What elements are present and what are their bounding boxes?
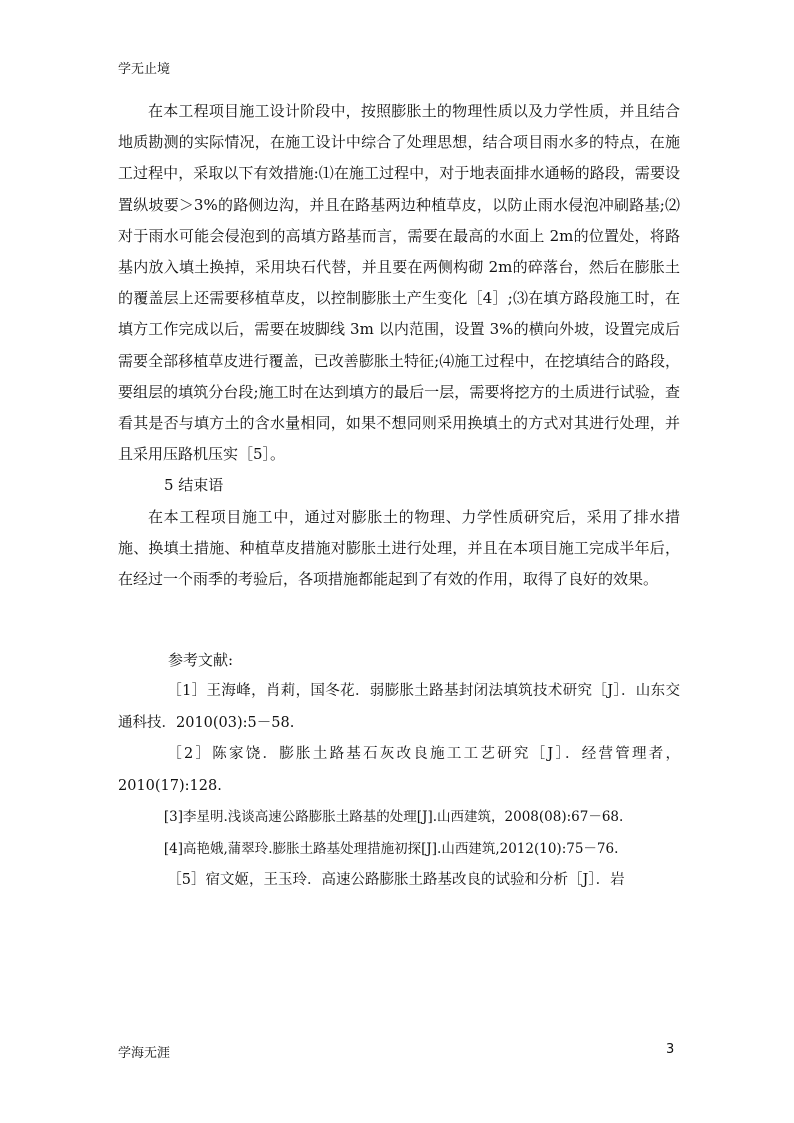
section-heading: 5 结束语 — [164, 476, 224, 495]
paragraph: 在本工程项目施工中，通过对膨胀土的物理、力学性质研究后，采用了排水措施、换填土措施、种植草皮措施对膨胀土进行处理，并且在本项目施工完成半年后，在经过一个雨季的考验后，各项措施都能起到了有效的作用，取得了良好的效果。 — [118, 507, 680, 589]
reference-item: ［5］宿文姬，王玉玲．高速公路膨胀土路基改良的试验和分析［J］．岩 — [167, 872, 625, 889]
reference-item: [3]李星明.浅谈高速公路膨胀土路基的处理[J].山西建筑，2008(08):67－68. — [163, 809, 624, 826]
spacer — [118, 595, 680, 645]
paragraph: 在本工程项目施工设计阶段中，按照膨胀土的物理性质以及力学性质，并且结合地质勘测的实际情况，在施工设计中综合了处理思想，结合项目雨水多的特点，在施工过程中，采取以下有效措施:⑴在施工过程中，对于地表面排水通畅的路段，需要设置纵坡要＞3%的路侧边沟，并且在路基两边种植草皮，以防止雨水侵泡冲刷路基;⑵对于雨水可能会侵泡到的高填方路基而言，需要在最高的水面上 2m的位置处，将路基内放入填土换掉，采用块石代替，并且要在两侧构砌 2m的碎落台，然后在膨胀土的覆盖层上还需要移植草皮，以控制膨胀土产生变化［4］;⑶在填方路段施工时，在填方工作完成以后，需要在坡脚线 3m 以内范围，设置 3%的横向外坡，设置完成后需要全部移植草皮进行覆盖，已改善膨胀土特征;⑷施工过程中，在挖填结合的路段，要组层的填筑分台段;施工时在达到填方的最后一层，需要将挖方的土质进行试验，查看其是否与填方土的含水量相同，如果不想同则采用换填土的方式对其进行处理，并且采用压路机压实［5］。 — [118, 102, 680, 464]
references-title: 参考文献: — [168, 651, 234, 670]
reference-item: ［1］王海峰，肖莉，国冬花．弱膨胀土路基封闭法填筑技术研究［J］．山东交通科技．2010(03):5－58. — [118, 683, 680, 731]
reference-item: [4]高艳娥,蒲翠玲.膨胀土路基处理措施初探[J].山西建筑,2012(10):75－76. — [163, 840, 619, 857]
page-footer: 学海无涯 — [118, 1046, 171, 1061]
page-header: 学无止境 — [118, 62, 171, 77]
page-number: 3 — [666, 1042, 675, 1057]
reference-item: ［2］陈家饶．膨胀土路基石灰改良施工工艺研究［J］．经营管理者，2010(17):128. — [118, 746, 680, 794]
document-body — [118, 96, 680, 897]
